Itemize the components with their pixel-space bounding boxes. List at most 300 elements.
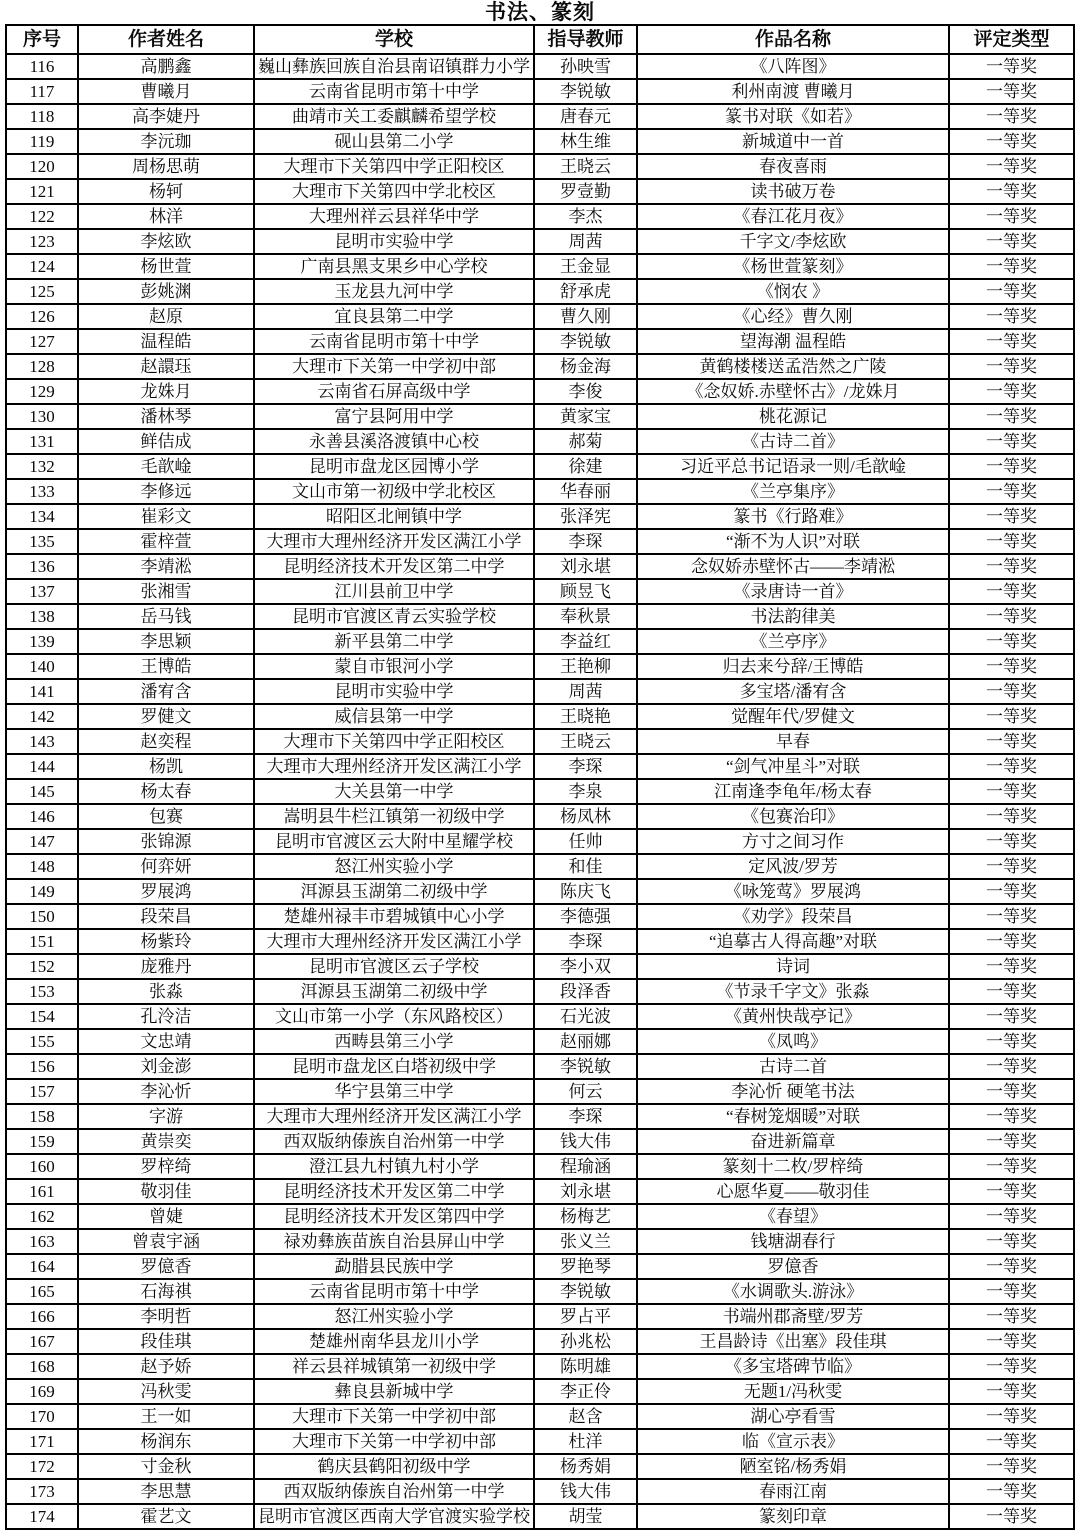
table-row	[6, 579, 1074, 604]
cell-author: 罗展鸿	[78, 879, 254, 904]
cell-school: 鹤庆县鹤阳初级中学	[254, 1454, 534, 1479]
cell-award: 一等奖	[949, 254, 1074, 279]
cell-school: 大理市大理州经济开发区满江小学	[254, 929, 534, 954]
cell-award: 一等奖	[949, 54, 1074, 79]
header-award: 评定类型	[949, 25, 1074, 54]
cell-author: 彭姚渊	[78, 279, 254, 304]
awards-table	[5, 24, 1075, 1530]
cell-school: 怒江州实验小学	[254, 854, 534, 879]
cell-school: 洱源县玉湖第二初级中学	[254, 979, 534, 1004]
cell-award: 一等奖	[949, 79, 1074, 104]
cell-work: 《兰亭序》	[637, 629, 949, 654]
header-row	[6, 25, 1074, 54]
cell-award: 一等奖	[949, 804, 1074, 829]
table-row	[6, 1354, 1074, 1379]
table-row	[6, 1179, 1074, 1204]
cell-award: 一等奖	[949, 1254, 1074, 1279]
cell-award: 一等奖	[949, 1029, 1074, 1054]
cell-school: 怒江州实验小学	[254, 1304, 534, 1329]
cell-award: 一等奖	[949, 1229, 1074, 1254]
cell-school: 文山市第一小学（东风路校区）	[254, 1004, 534, 1029]
cell-author: 石海祺	[78, 1279, 254, 1304]
cell-work: 早春	[637, 729, 949, 754]
table-row	[6, 1404, 1074, 1429]
cell-teacher: 王晓云	[534, 154, 637, 179]
cell-number: 174	[6, 1504, 78, 1529]
cell-author: 岳马钱	[78, 604, 254, 629]
cell-work: “追摹古人得高趣”对联	[637, 929, 949, 954]
cell-school: 文山市第一初级中学北校区	[254, 479, 534, 504]
cell-author: 杨紫玲	[78, 929, 254, 954]
table-row	[6, 854, 1074, 879]
cell-author: 罗梓绮	[78, 1154, 254, 1179]
cell-author: 温程皓	[78, 329, 254, 354]
cell-teacher: 刘永堪	[534, 554, 637, 579]
cell-work: 觉醒年代/罗健文	[637, 704, 949, 729]
cell-award: 一等奖	[949, 279, 1074, 304]
cell-number: 153	[6, 979, 78, 1004]
cell-number: 159	[6, 1129, 78, 1154]
cell-author: 周杨思萌	[78, 154, 254, 179]
cell-school: 西双版纳傣族自治州第一中学	[254, 1479, 534, 1504]
cell-number: 117	[6, 79, 78, 104]
cell-school: 砚山县第二小学	[254, 129, 534, 154]
cell-school: 昆明市官渡区云子学校	[254, 954, 534, 979]
cell-number: 161	[6, 1179, 78, 1204]
cell-award: 一等奖	[949, 1454, 1074, 1479]
cell-author: 杨世萱	[78, 254, 254, 279]
cell-teacher: 唐春元	[534, 104, 637, 129]
cell-work: 临《宣示表》	[637, 1429, 949, 1454]
cell-author: 潘林琴	[78, 404, 254, 429]
cell-school: 大理市下关第一中学初中部	[254, 354, 534, 379]
cell-award: 一等奖	[949, 1004, 1074, 1029]
table-row	[6, 429, 1074, 454]
cell-author: 李修远	[78, 479, 254, 504]
cell-school: 大理市下关第一中学初中部	[254, 1404, 534, 1429]
cell-work: 春雨江南	[637, 1479, 949, 1504]
cell-teacher: 段泽香	[534, 979, 637, 1004]
cell-teacher: 和佳	[534, 854, 637, 879]
cell-school: 永善县溪洛渡镇中心校	[254, 429, 534, 454]
cell-author: 文忠靖	[78, 1029, 254, 1054]
cell-award: 一等奖	[949, 379, 1074, 404]
cell-award: 一等奖	[949, 954, 1074, 979]
table-row	[6, 1104, 1074, 1129]
table-row	[6, 179, 1074, 204]
cell-number: 136	[6, 554, 78, 579]
cell-work: 千字文/李炫欧	[637, 229, 949, 254]
cell-work: 《心经》曹久刚	[637, 304, 949, 329]
cell-award: 一等奖	[949, 1054, 1074, 1079]
cell-number: 143	[6, 729, 78, 754]
cell-author: 李靖淞	[78, 554, 254, 579]
cell-author: 高李婕丹	[78, 104, 254, 129]
cell-teacher: 王艳柳	[534, 654, 637, 679]
cell-school: 华宁县第三中学	[254, 1079, 534, 1104]
cell-number: 123	[6, 229, 78, 254]
cell-number: 152	[6, 954, 78, 979]
cell-teacher: 罗艳琴	[534, 1254, 637, 1279]
table-row	[6, 654, 1074, 679]
cell-teacher: 任帅	[534, 829, 637, 854]
cell-author: 林洋	[78, 204, 254, 229]
cell-award: 一等奖	[949, 1504, 1074, 1529]
table-row	[6, 929, 1074, 954]
cell-teacher: 钱大伟	[534, 1129, 637, 1154]
table-row	[6, 879, 1074, 904]
cell-work: 篆刻印章	[637, 1504, 949, 1529]
cell-school: 昆明市盘龙区白塔初级中学	[254, 1054, 534, 1079]
cell-work: 新城道中一首	[637, 129, 949, 154]
cell-work: 定风波/罗芳	[637, 854, 949, 879]
cell-teacher: 徐建	[534, 454, 637, 479]
cell-school: 大理市大理州经济开发区满江小学	[254, 754, 534, 779]
cell-teacher: 李小双	[534, 954, 637, 979]
cell-author: 敬羽佳	[78, 1179, 254, 1204]
cell-work: 《节录千字文》张淼	[637, 979, 949, 1004]
cell-award: 一等奖	[949, 104, 1074, 129]
cell-author: 杨润东	[78, 1429, 254, 1454]
cell-number: 133	[6, 479, 78, 504]
cell-school: 禄劝彝族苗族自治县屏山中学	[254, 1229, 534, 1254]
cell-number: 169	[6, 1379, 78, 1404]
cell-award: 一等奖	[949, 604, 1074, 629]
table-row	[6, 1079, 1074, 1104]
table-row	[6, 904, 1074, 929]
cell-teacher: 陈明雄	[534, 1354, 637, 1379]
cell-teacher: 李正伶	[534, 1379, 637, 1404]
cell-number: 160	[6, 1154, 78, 1179]
cell-work: 《杨世萱篆刻》	[637, 254, 949, 279]
cell-author: 段佳琪	[78, 1329, 254, 1354]
cell-award: 一等奖	[949, 1304, 1074, 1329]
cell-number: 155	[6, 1029, 78, 1054]
cell-award: 一等奖	[949, 729, 1074, 754]
cell-work: 罗億香	[637, 1254, 949, 1279]
cell-number: 134	[6, 504, 78, 529]
cell-author: 罗健文	[78, 704, 254, 729]
cell-award: 一等奖	[949, 554, 1074, 579]
cell-award: 一等奖	[949, 1404, 1074, 1429]
cell-teacher: 顾昱飞	[534, 579, 637, 604]
cell-teacher: 石光波	[534, 1004, 637, 1029]
table-row	[6, 1229, 1074, 1254]
cell-teacher: 舒承虎	[534, 279, 637, 304]
cell-teacher: 何云	[534, 1079, 637, 1104]
cell-author: 赵奕程	[78, 729, 254, 754]
cell-teacher: 赵丽娜	[534, 1029, 637, 1054]
cell-school: 昆明经济技术开发区第二中学	[254, 554, 534, 579]
table-row	[6, 1154, 1074, 1179]
cell-author: 崔彩文	[78, 504, 254, 529]
cell-school: 威信县第一中学	[254, 704, 534, 729]
cell-work: 春夜喜雨	[637, 154, 949, 179]
cell-work: 《录唐诗一首》	[637, 579, 949, 604]
cell-number: 158	[6, 1104, 78, 1129]
cell-school: 西畴县第三小学	[254, 1029, 534, 1054]
cell-work: “渐不为人识”对联	[637, 529, 949, 554]
cell-work: 《春江花月夜》	[637, 204, 949, 229]
table-row	[6, 1254, 1074, 1279]
table-row	[6, 329, 1074, 354]
cell-author: 张湘雪	[78, 579, 254, 604]
table-row	[6, 829, 1074, 854]
cell-school: 云南省石屏高级中学	[254, 379, 534, 404]
cell-number: 132	[6, 454, 78, 479]
table-row	[6, 704, 1074, 729]
cell-number: 131	[6, 429, 78, 454]
table-row	[6, 1454, 1074, 1479]
cell-award: 一等奖	[949, 1204, 1074, 1229]
cell-teacher: 杨梅艺	[534, 1204, 637, 1229]
cell-school: 昆明市盘龙区园博小学	[254, 454, 534, 479]
table-row	[6, 1204, 1074, 1229]
cell-teacher: 李锐敏	[534, 1054, 637, 1079]
cell-number: 144	[6, 754, 78, 779]
cell-award: 一等奖	[949, 479, 1074, 504]
cell-number: 168	[6, 1354, 78, 1379]
cell-number: 146	[6, 804, 78, 829]
cell-number: 167	[6, 1329, 78, 1354]
cell-author: 张淼	[78, 979, 254, 1004]
cell-work: 陋室铭/杨秀娟	[637, 1454, 949, 1479]
cell-teacher: 李泉	[534, 779, 637, 804]
cell-award: 一等奖	[949, 1279, 1074, 1304]
cell-number: 145	[6, 779, 78, 804]
cell-teacher: 奉秋景	[534, 604, 637, 629]
cell-award: 一等奖	[949, 454, 1074, 479]
cell-author: 罗億香	[78, 1254, 254, 1279]
table-row	[6, 1054, 1074, 1079]
table-row	[6, 1029, 1074, 1054]
cell-school: 云南省昆明市第十中学	[254, 329, 534, 354]
cell-author: 张锦源	[78, 829, 254, 854]
table-row	[6, 529, 1074, 554]
cell-school: 蒙自市银河小学	[254, 654, 534, 679]
cell-award: 一等奖	[949, 1479, 1074, 1504]
cell-work: 多宝塔/潘宥含	[637, 679, 949, 704]
cell-school: 昆明市官渡区青云实验学校	[254, 604, 534, 629]
cell-work: 心愿华夏——敬羽佳	[637, 1179, 949, 1204]
table-row	[6, 404, 1074, 429]
cell-school: 洱源县玉湖第二初级中学	[254, 879, 534, 904]
cell-author: 庞雅丹	[78, 954, 254, 979]
cell-number: 124	[6, 254, 78, 279]
cell-school: 昆明经济技术开发区第四中学	[254, 1204, 534, 1229]
table-row	[6, 79, 1074, 104]
cell-number: 129	[6, 379, 78, 404]
cell-author: 曹曦月	[78, 79, 254, 104]
cell-work: 习近平总书记语录一则/毛歆崯	[637, 454, 949, 479]
table-row	[6, 779, 1074, 804]
cell-work: 《黄州快哉亭记》	[637, 1004, 949, 1029]
cell-author: 刘金澎	[78, 1054, 254, 1079]
cell-number: 156	[6, 1054, 78, 1079]
cell-teacher: 胡莹	[534, 1504, 637, 1529]
cell-work: 桃花源记	[637, 404, 949, 429]
cell-work: 《咏笼莺》罗展鸿	[637, 879, 949, 904]
cell-work: 《凤鸣》	[637, 1029, 949, 1054]
cell-school: 新平县第二中学	[254, 629, 534, 654]
cell-school: 嵩明县牛栏江镇第一初级中学	[254, 804, 534, 829]
table-row	[6, 229, 1074, 254]
cell-work: 李沁忻 硬笔书法	[637, 1079, 949, 1104]
cell-work: 《念奴娇.赤壁怀古》/龙姝月	[637, 379, 949, 404]
cell-author: 赵譞珏	[78, 354, 254, 379]
cell-school: 大理市大理州经济开发区满江小学	[254, 1104, 534, 1129]
cell-number: 118	[6, 104, 78, 129]
cell-school: 巍山彝族回族自治县南诏镇群力小学	[254, 54, 534, 79]
cell-number: 171	[6, 1429, 78, 1454]
cell-work: 《古诗二首》	[637, 429, 949, 454]
cell-work: 《八阵图》	[637, 54, 949, 79]
cell-number: 148	[6, 854, 78, 879]
cell-teacher: 李锐敏	[534, 79, 637, 104]
cell-award: 一等奖	[949, 879, 1074, 904]
cell-teacher: 陈庆飞	[534, 879, 637, 904]
page-title: 书法、篆刻	[485, 0, 595, 24]
header-number: 序号	[6, 25, 78, 54]
table-row	[6, 1504, 1074, 1529]
cell-award: 一等奖	[949, 404, 1074, 429]
cell-work: 《春望》	[637, 1204, 949, 1229]
cell-work: 湖心亭看雪	[637, 1404, 949, 1429]
cell-author: 包赛	[78, 804, 254, 829]
cell-award: 一等奖	[949, 679, 1074, 704]
cell-work: 古诗二首	[637, 1054, 949, 1079]
cell-school: 昆明市官渡区云大附中星耀学校	[254, 829, 534, 854]
cell-teacher: 李杰	[534, 204, 637, 229]
cell-author: 黄崇奕	[78, 1129, 254, 1154]
cell-school: 楚雄州禄丰市碧城镇中心小学	[254, 904, 534, 929]
cell-teacher: 林生维	[534, 129, 637, 154]
cell-work: “剑气冲星斗”对联	[637, 754, 949, 779]
table-row	[6, 354, 1074, 379]
cell-teacher: 李益红	[534, 629, 637, 654]
cell-work: 钱塘湖春行	[637, 1229, 949, 1254]
cell-work: 《劝学》段荣昌	[637, 904, 949, 929]
table-row	[6, 629, 1074, 654]
cell-author: 李思颖	[78, 629, 254, 654]
cell-school: 云南省昆明市第十中学	[254, 1279, 534, 1304]
cell-number: 166	[6, 1304, 78, 1329]
cell-author: 李沅珈	[78, 129, 254, 154]
cell-work: 书法韵律美	[637, 604, 949, 629]
cell-number: 116	[6, 54, 78, 79]
cell-teacher: 罗壹勤	[534, 179, 637, 204]
table-row	[6, 679, 1074, 704]
cell-award: 一等奖	[949, 329, 1074, 354]
cell-teacher: 孙兆松	[534, 1329, 637, 1354]
cell-award: 一等奖	[949, 204, 1074, 229]
table-row	[6, 979, 1074, 1004]
table-row	[6, 479, 1074, 504]
cell-award: 一等奖	[949, 1154, 1074, 1179]
cell-teacher: 杜洋	[534, 1429, 637, 1454]
cell-number: 135	[6, 529, 78, 554]
cell-work: 念奴娇赤壁怀古——李靖淞	[637, 554, 949, 579]
cell-school: 曲靖市关工委麒麟希望学校	[254, 104, 534, 129]
cell-author: 高鹏鑫	[78, 54, 254, 79]
cell-author: 鲜佶成	[78, 429, 254, 454]
cell-work: 书端州郡斋壁/罗芳	[637, 1304, 949, 1329]
cell-work: 黄鹤楼楼送孟浩然之广陵	[637, 354, 949, 379]
cell-school: 昆明市官渡区西南大学官渡实验学校	[254, 1504, 534, 1529]
cell-author: 潘宥含	[78, 679, 254, 704]
cell-teacher: 华春丽	[534, 479, 637, 504]
cell-school: 西双版纳傣族自治州第一中学	[254, 1129, 534, 1154]
cell-teacher: 钱大伟	[534, 1479, 637, 1504]
cell-author: 杨太春	[78, 779, 254, 804]
cell-work: 无题1/冯秋雯	[637, 1379, 949, 1404]
table-row	[6, 104, 1074, 129]
cell-school: 彝良县新城中学	[254, 1379, 534, 1404]
cell-teacher: 刘永堪	[534, 1179, 637, 1204]
cell-teacher: 李琛	[534, 1104, 637, 1129]
cell-teacher: 李琛	[534, 754, 637, 779]
table-row	[6, 1279, 1074, 1304]
cell-teacher: 周茜	[534, 679, 637, 704]
cell-number: 130	[6, 404, 78, 429]
cell-award: 一等奖	[949, 829, 1074, 854]
cell-school: 宜良县第二中学	[254, 304, 534, 329]
cell-number: 149	[6, 879, 78, 904]
cell-number: 157	[6, 1079, 78, 1104]
cell-author: 王一如	[78, 1404, 254, 1429]
cell-school: 大理市下关第一中学初中部	[254, 1429, 534, 1454]
cell-school: 昆明市实验中学	[254, 679, 534, 704]
cell-number: 140	[6, 654, 78, 679]
cell-author: 赵予娇	[78, 1354, 254, 1379]
cell-work: 《悯农 》	[637, 279, 949, 304]
cell-author: 杨轲	[78, 179, 254, 204]
table-row	[6, 1129, 1074, 1154]
cell-number: 170	[6, 1404, 78, 1429]
cell-award: 一等奖	[949, 1329, 1074, 1354]
cell-number: 164	[6, 1254, 78, 1279]
cell-school: 昆明市实验中学	[254, 229, 534, 254]
cell-work: 《多宝塔碑节临》	[637, 1354, 949, 1379]
cell-teacher: 李锐敏	[534, 1279, 637, 1304]
cell-author: 李思慧	[78, 1479, 254, 1504]
table-row	[6, 129, 1074, 154]
cell-number: 141	[6, 679, 78, 704]
table-row	[6, 154, 1074, 179]
cell-award: 一等奖	[949, 304, 1074, 329]
cell-author: 王博皓	[78, 654, 254, 679]
cell-award: 一等奖	[949, 504, 1074, 529]
cell-author: 孔泠洁	[78, 1004, 254, 1029]
cell-teacher: 赵含	[534, 1404, 637, 1429]
cell-work: 归去来兮辞/王博皓	[637, 654, 949, 679]
cell-number: 126	[6, 304, 78, 329]
table-row	[6, 1479, 1074, 1504]
cell-author: 何弈妍	[78, 854, 254, 879]
cell-award: 一等奖	[949, 1129, 1074, 1154]
cell-teacher: 周茜	[534, 229, 637, 254]
cell-author: 霍梓萱	[78, 529, 254, 554]
cell-teacher: 程瑜涵	[534, 1154, 637, 1179]
cell-school: 大理市下关第四中学正阳校区	[254, 729, 534, 754]
cell-author: 曾袁宇涵	[78, 1229, 254, 1254]
table-row	[6, 954, 1074, 979]
cell-teacher: 李琛	[534, 929, 637, 954]
cell-work: 奋进新篇章	[637, 1129, 949, 1154]
cell-school: 云南省昆明市第十中学	[254, 79, 534, 104]
cell-author: 李沁忻	[78, 1079, 254, 1104]
cell-number: 125	[6, 279, 78, 304]
